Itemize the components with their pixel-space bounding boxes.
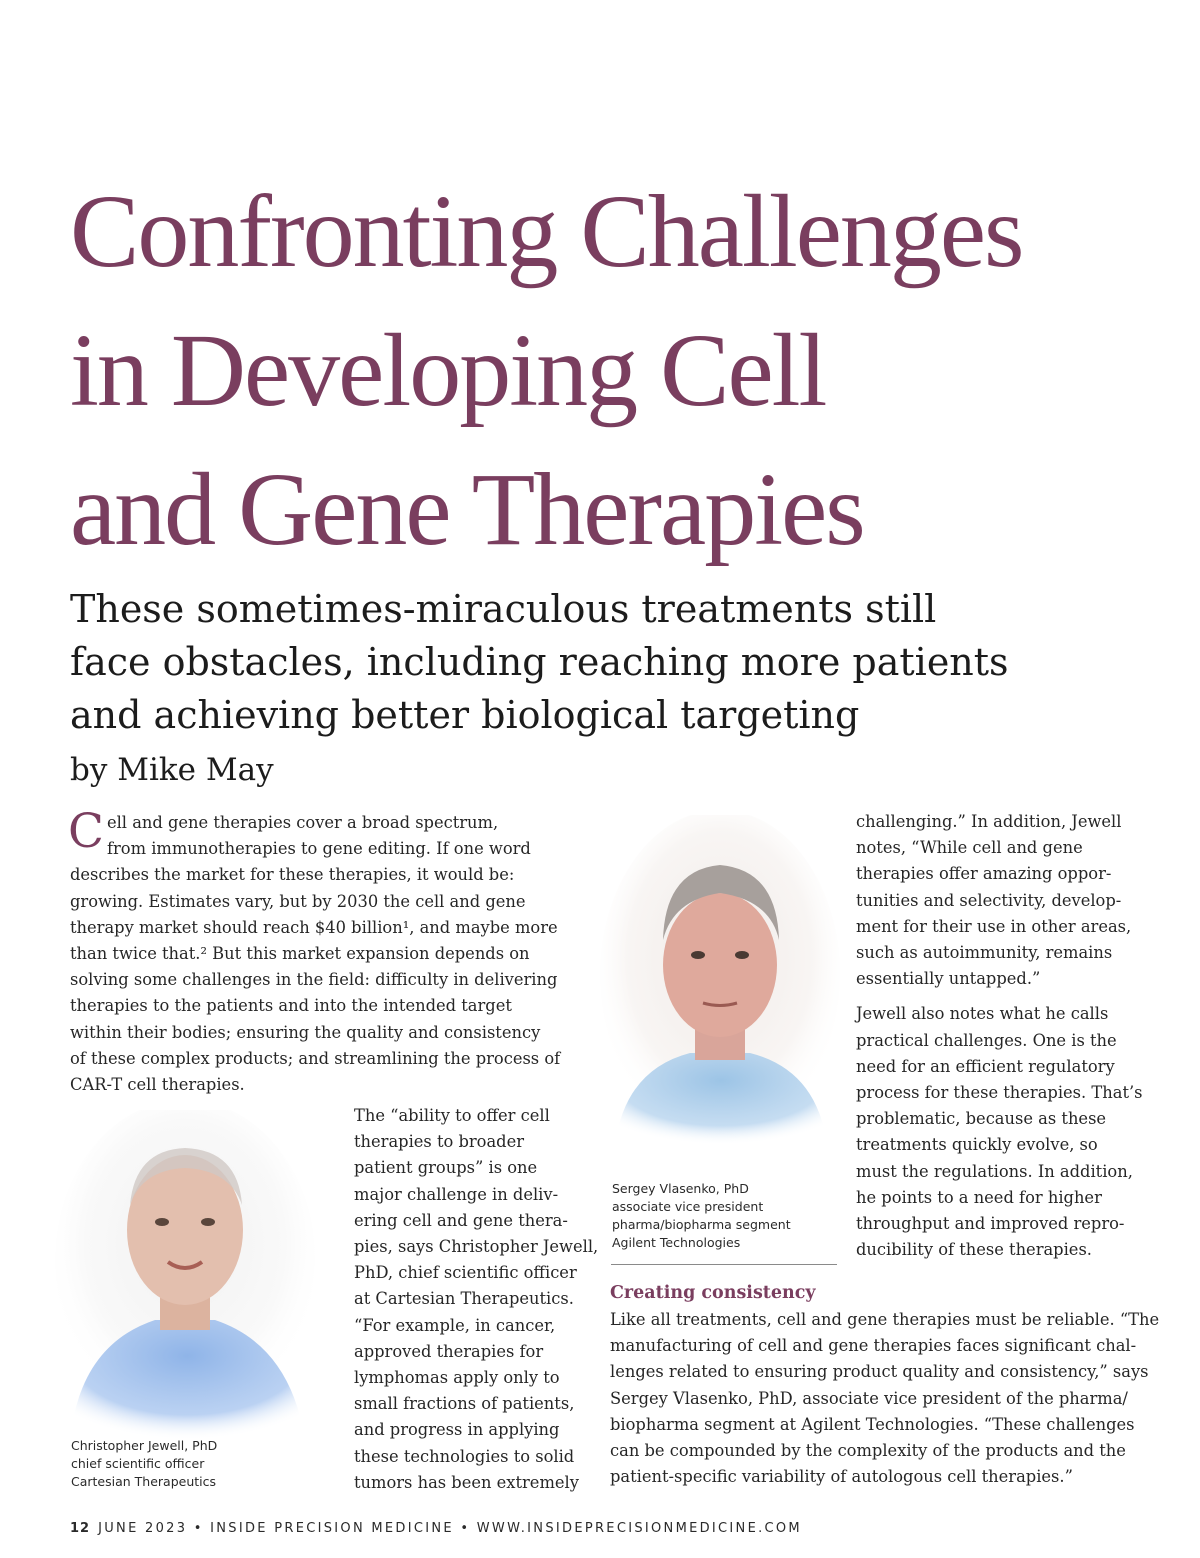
article-title <box>70 162 1180 579</box>
caption-line: Agilent Technologies <box>612 1235 741 1250</box>
right-paragraph-1 <box>856 809 1146 992</box>
body-line: Jewell also notes what he calls <box>856 1004 1109 1024</box>
body-line: pies, says Christopher Jewell, <box>354 1237 599 1257</box>
body-line: manufacturing of cell and gene therapies faces significant chal- <box>610 1336 1137 1356</box>
article-deck <box>70 583 1150 742</box>
intro-line: therapies to the patients and into the intended target <box>70 996 512 1016</box>
body-line: biopharma segment at Agilent Technologies. “These challenges <box>610 1414 1135 1434</box>
body-line: major challenge in deliv- <box>354 1184 559 1204</box>
title-line: Confronting Challenges <box>70 174 1023 289</box>
right-column <box>856 809 1146 1263</box>
body-line: notes, “While cell and gene <box>856 838 1083 858</box>
body-line: and progress in applying <box>354 1420 560 1440</box>
body-line: lymphomas apply only to <box>354 1368 560 1388</box>
section-paragraph <box>610 1307 1160 1490</box>
body-line: ment for their use in other areas, <box>856 916 1132 936</box>
body-line: need for an efficient regulatory <box>856 1056 1115 1076</box>
body-line: problematic, because as these <box>856 1109 1107 1129</box>
body-line: must the regulations. In addition, <box>856 1161 1133 1181</box>
intro-line: solving some challenges in the field: difficulty in delivering <box>70 970 558 990</box>
intro-line: therapy market should reach $40 billion¹, and maybe more <box>70 917 558 937</box>
drop-cap: C <box>68 804 104 859</box>
body-line: ducibility of these therapies. <box>856 1240 1092 1260</box>
intro-line: within their bodies; ensuring the quality and consistency <box>70 1022 541 1042</box>
body-line: Sergey Vlasenko, PhD, associate vice president of the pharma/ <box>610 1388 1128 1408</box>
body-line: approved therapies for <box>354 1341 544 1361</box>
intro-line: growing. Estimates vary, but by 2030 the cell and gene <box>70 891 526 911</box>
body-line: challenging.” In addition, Jewell <box>856 812 1122 831</box>
caption-line: Christopher Jewell, PhD <box>71 1438 218 1453</box>
body-line: throughput and improved repro- <box>856 1214 1125 1234</box>
deck-line: and achieving better biological targeting <box>70 693 860 737</box>
caption-line: chief scientific officer <box>71 1456 205 1471</box>
vlasenko-portrait <box>595 815 845 1160</box>
caption-line: pharma/biopharma segment <box>612 1217 791 1232</box>
intro-line: ell and gene therapies cover a broad spectrum, <box>106 813 499 832</box>
intro-line: of these complex products; and streamlining the process of <box>70 1048 561 1068</box>
caption-line: associate vice president <box>612 1199 764 1214</box>
body-line: process for these therapies. That’s <box>856 1083 1143 1103</box>
body-line: tunities and selectivity, develop- <box>856 890 1122 910</box>
caption-line: Sergey Vlasenko, PhD <box>612 1181 749 1196</box>
body-line: patient groups” is one <box>354 1158 538 1178</box>
deck-line: These sometimes-miraculous treatments still <box>70 587 937 631</box>
body-line: lenges related to ensuring product quality and consistency,” says <box>610 1362 1149 1382</box>
intro-paragraph <box>68 804 570 1098</box>
body-line: can be compounded by the complexity of the products and the <box>610 1441 1126 1461</box>
title-line: in Developing Cell <box>70 313 826 428</box>
vlasenko-caption <box>612 1180 791 1252</box>
body-line: at Cartesian Therapeutics. <box>354 1289 574 1309</box>
body-line: he points to a need for higher <box>856 1187 1102 1207</box>
jewell-caption <box>71 1437 217 1491</box>
intro-line: than twice that.² But this market expansion depends on <box>70 944 530 964</box>
caption-line: Cartesian Therapeutics <box>71 1474 217 1489</box>
body-line: therapies to broader <box>354 1132 525 1152</box>
section-heading: Creating consistency <box>610 1283 816 1303</box>
body-line: these technologies to solid <box>354 1446 575 1466</box>
right-paragraph-2 <box>856 1001 1146 1263</box>
jewell-portrait <box>50 1110 320 1440</box>
intro-line: describes the market for these therapies, it would be: <box>70 865 515 885</box>
byline: by Mike May <box>70 752 274 788</box>
body-line: tumors has been extremely <box>354 1472 579 1492</box>
body-line: essentially untapped.” <box>856 969 1041 989</box>
deck-line: face obstacles, including reaching more patients <box>70 640 1009 684</box>
body-line: Like all treatments, cell and gene therapies must be reliable. “The <box>610 1310 1160 1329</box>
footer-text: JUNE 2023 • INSIDE PRECISION MEDICINE • WWW.INSIDEPRECISIONMEDICINE.COM <box>98 1521 802 1536</box>
page-number: 12 <box>70 1521 91 1536</box>
intro-line: from immunotherapies to gene editing. If one word <box>106 839 531 859</box>
caption-divider <box>611 1264 837 1265</box>
body-line: ering cell and gene thera- <box>354 1210 568 1230</box>
body-line: treatments quickly evolve, so <box>856 1135 1098 1155</box>
body-line: small fractions of patients, <box>354 1394 575 1414</box>
middle-column <box>354 1103 599 1496</box>
body-line: practical challenges. One is the <box>856 1030 1117 1050</box>
body-line: “For example, in cancer, <box>354 1315 556 1335</box>
intro-line: CAR-T cell therapies. <box>70 1075 245 1095</box>
body-line: PhD, chief scientific officer <box>354 1263 577 1283</box>
body-line: such as autoimmunity, remains <box>856 943 1113 963</box>
page-footer <box>70 1521 802 1536</box>
body-line: patient-specific variability of autologous cell therapies.” <box>610 1467 1073 1487</box>
body-line: The “ability to offer cell <box>354 1106 550 1125</box>
body-line: therapies offer amazing oppor- <box>856 864 1112 884</box>
title-line: and Gene Therapies <box>70 452 864 567</box>
